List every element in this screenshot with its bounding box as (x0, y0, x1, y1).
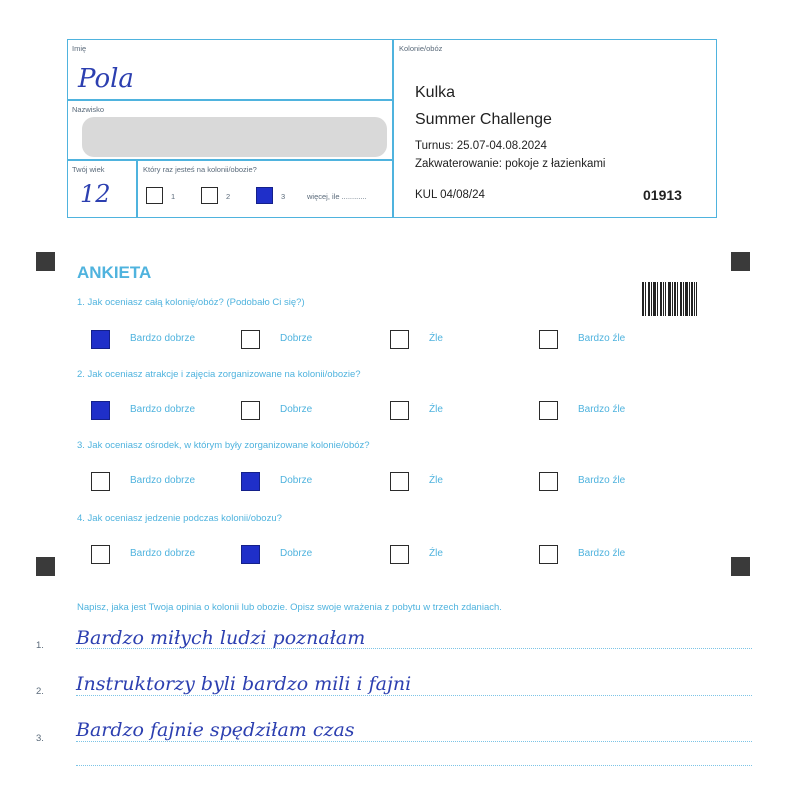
ktory-raz-more: więcej, ile ............ (307, 192, 367, 201)
camp-name: Kulka (415, 84, 456, 101)
answer-label: Bardzo dobrze (130, 333, 196, 344)
answer-label: Dobrze (280, 548, 313, 559)
answer-label: Dobrze (280, 333, 313, 344)
answer-checkbox[interactable] (91, 330, 110, 349)
answer-checkbox[interactable] (539, 401, 558, 420)
wiek-value[interactable]: 12 (80, 180, 111, 208)
nazwisko-redaction (82, 117, 387, 157)
opinion-line[interactable]: Instruktorzy byli bardzo mili i fajni (76, 673, 412, 695)
ktory-raz-checkbox-3[interactable] (256, 187, 273, 204)
ktory-raz-checkbox-2[interactable] (201, 187, 218, 204)
answer-checkbox[interactable] (390, 401, 409, 420)
answer-checkbox[interactable] (241, 330, 260, 349)
writing-line (76, 648, 752, 649)
answer-checkbox[interactable] (539, 545, 558, 564)
imie-value[interactable]: Pola (78, 64, 134, 94)
answer-checkbox[interactable] (241, 401, 260, 420)
registration-mark-icon (36, 557, 55, 576)
answer-label: Bardzo dobrze (130, 548, 196, 559)
writing-line (76, 741, 752, 742)
opinion-line[interactable]: Bardzo miłych ludzi poznałam (76, 627, 366, 649)
wiek-divider (136, 159, 138, 218)
ktory-raz-option-1: 1 (171, 192, 176, 201)
survey-title: ANKIETA (77, 263, 152, 282)
question-text: 3. Jak oceniasz ośrodek, w którym były zorganizowane kolonie/obóz? (77, 440, 370, 451)
answer-label: Dobrze (280, 475, 313, 486)
question-text: 4. Jak oceniasz jedzenie podczas kolonii/obozu? (77, 513, 282, 524)
nazwisko-divider (67, 159, 392, 161)
ktory-raz-option-3: 3 (281, 192, 286, 201)
question-text: 2. Jak oceniasz atrakcje i zajęcia zorganizowane na kolonii/obozie? (77, 369, 361, 380)
kolonie-label: Kolonie/obóz (399, 44, 443, 53)
answer-label: Bardzo dobrze (130, 404, 196, 415)
answer-checkbox[interactable] (91, 472, 110, 491)
answer-label: Źle (429, 404, 443, 415)
registration-mark-icon (36, 252, 55, 271)
answer-label: Źle (429, 548, 443, 559)
answer-label: Źle (429, 333, 443, 344)
barcode-icon (642, 282, 697, 316)
ktory-raz-option-2: 2 (226, 192, 231, 201)
answer-checkbox[interactable] (539, 330, 558, 349)
answer-checkbox[interactable] (91, 401, 110, 420)
writing-line (76, 695, 752, 696)
answer-checkbox[interactable] (91, 545, 110, 564)
camp-program: Summer Challenge (415, 111, 552, 128)
nazwisko-label: Nazwisko (72, 105, 105, 114)
header-divider (392, 39, 394, 218)
answer-checkbox[interactable] (390, 545, 409, 564)
writing-line (76, 765, 752, 766)
line-number: 3. (36, 733, 44, 744)
imie-label: Imię (72, 44, 87, 53)
answer-label: Bardzo źle (578, 404, 626, 415)
camp-code: KUL 04/08/24 (415, 189, 485, 201)
answer-label: Bardzo źle (578, 548, 626, 559)
line-number: 2. (36, 686, 44, 697)
answer-checkbox[interactable] (241, 545, 260, 564)
question-text: 1. Jak oceniasz całą kolonię/obóz? (Podobało Ci się?) (77, 297, 305, 308)
registration-mark-icon (731, 557, 750, 576)
answer-label: Bardzo dobrze (130, 475, 196, 486)
answer-checkbox[interactable] (539, 472, 558, 491)
answer-label: Bardzo źle (578, 475, 626, 486)
opinion-prompt: Napisz, jaka jest Twoja opinia o kolonii lub obozie. Opisz swoje wrażenia z pobytu w trzech zdaniach. (77, 602, 502, 613)
answer-label: Źle (429, 475, 443, 486)
ktory-raz-label: Który raz jesteś na kolonii/obozie? (143, 165, 257, 174)
form-number: 01913 (643, 187, 682, 203)
answer-label: Bardzo źle (578, 333, 626, 344)
answer-checkbox[interactable] (241, 472, 260, 491)
wiek-label: Twój wiek (72, 165, 105, 174)
imie-divider (67, 99, 392, 101)
turnus: Turnus: 25.07-04.08.2024 (415, 140, 547, 152)
opinion-line[interactable]: Bardzo fajnie spędziłam czas (76, 719, 355, 741)
line-number: 1. (36, 640, 44, 651)
answer-checkbox[interactable] (390, 330, 409, 349)
answer-label: Dobrze (280, 404, 313, 415)
registration-mark-icon (731, 252, 750, 271)
zakwaterowanie: Zakwaterowanie: pokoje z łazienkami (415, 158, 606, 170)
ktory-raz-checkbox-1[interactable] (146, 187, 163, 204)
answer-checkbox[interactable] (390, 472, 409, 491)
